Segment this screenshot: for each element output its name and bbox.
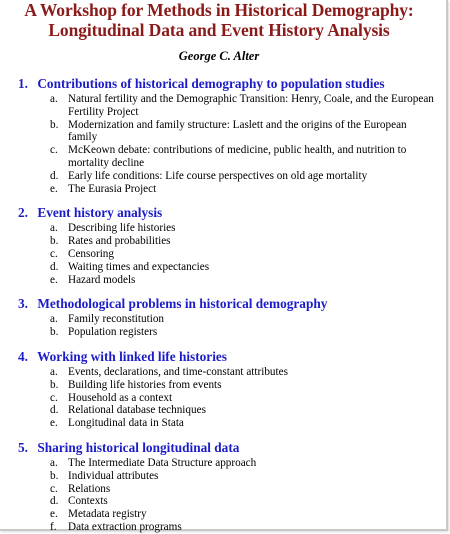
section-items bbox=[18, 366, 438, 430]
list-item bbox=[18, 379, 438, 392]
item-text: Building life histories from events bbox=[68, 378, 222, 391]
section-number: 1. bbox=[18, 76, 28, 91]
item-text: Population registers bbox=[68, 326, 158, 339]
item-letter: b. bbox=[50, 469, 59, 482]
section-1 bbox=[18, 76, 438, 195]
item-letter: e. bbox=[50, 508, 58, 521]
item-text: Household as a context bbox=[68, 391, 173, 404]
section-heading-text: Working with linked life histories bbox=[37, 348, 227, 364]
list-item bbox=[18, 417, 438, 430]
item-text: Modernization and family structure: Laslett and the origins of the European family bbox=[68, 118, 407, 144]
title-line-2: Longitudinal Data and Event History Analysis bbox=[48, 20, 390, 40]
section-heading bbox=[18, 349, 438, 365]
section-heading bbox=[18, 440, 438, 456]
section-heading-text: Contributions of historical demography to population studies bbox=[37, 76, 385, 91]
list-item bbox=[18, 170, 438, 183]
list-item bbox=[18, 248, 438, 261]
section-heading-text: Event history analysis bbox=[37, 205, 163, 221]
item-letter: a. bbox=[50, 456, 58, 469]
item-letter: f. bbox=[50, 520, 57, 533]
item-letter: d. bbox=[50, 495, 59, 508]
list-item bbox=[18, 274, 438, 287]
item-letter: b. bbox=[50, 326, 59, 339]
item-letter: c. bbox=[50, 144, 58, 157]
item-text: Data extraction programs bbox=[68, 520, 182, 533]
list-item bbox=[18, 495, 438, 508]
item-text: Family reconstitution bbox=[68, 313, 165, 326]
document-title bbox=[0, 0, 438, 40]
list-item bbox=[18, 93, 438, 119]
item-letter: e. bbox=[50, 273, 58, 286]
item-letter: c. bbox=[50, 391, 58, 404]
item-letter: b. bbox=[50, 378, 59, 391]
item-letter: a. bbox=[50, 93, 58, 105]
item-text: Individual attributes bbox=[68, 469, 159, 482]
item-text: Hazard models bbox=[68, 273, 136, 286]
item-letter: a. bbox=[50, 313, 58, 326]
item-text: McKeown debate: contributions of medicine, public health, and nutrition to mortality decline bbox=[68, 144, 407, 169]
item-text: Contexts bbox=[68, 495, 108, 508]
section-heading bbox=[18, 76, 438, 92]
list-item bbox=[18, 222, 438, 235]
item-text: Relations bbox=[68, 482, 111, 495]
item-text: Metadata registry bbox=[68, 508, 147, 521]
item-text: The Eurasia Project bbox=[68, 182, 157, 195]
item-text: Waiting times and expectancies bbox=[68, 260, 210, 273]
list-item bbox=[18, 183, 438, 196]
item-text: Early life conditions: Life course perspectives on old age mortality bbox=[68, 169, 368, 182]
author-name: George C. Alter bbox=[178, 49, 260, 63]
list-item bbox=[18, 521, 438, 534]
list-item bbox=[18, 392, 438, 405]
item-text: The Intermediate Data Structure approach bbox=[68, 456, 257, 469]
list-item bbox=[18, 235, 438, 248]
item-letter: a. bbox=[50, 365, 58, 378]
item-letter: e. bbox=[50, 417, 58, 430]
item-text: Longitudinal data in Stata bbox=[68, 417, 184, 430]
list-item bbox=[18, 313, 438, 326]
list-item bbox=[18, 483, 438, 496]
outline bbox=[0, 76, 438, 534]
section-5 bbox=[18, 440, 438, 534]
section-heading-text: Methodological problems in historical demography bbox=[37, 296, 328, 312]
item-letter: c. bbox=[50, 482, 58, 495]
list-item bbox=[18, 261, 438, 274]
item-text: Relational database techniques bbox=[68, 404, 206, 417]
item-letter: c. bbox=[50, 247, 58, 260]
section-heading bbox=[18, 205, 438, 221]
section-4 bbox=[18, 349, 438, 430]
list-item bbox=[18, 470, 438, 483]
list-item bbox=[18, 457, 438, 470]
section-heading-text: Sharing historical longitudinal data bbox=[37, 439, 240, 455]
item-text: Censoring bbox=[68, 247, 114, 260]
section-number: 5. bbox=[18, 439, 28, 455]
item-text: Events, declarations, and time-constant attributes bbox=[68, 365, 288, 378]
item-letter: a. bbox=[50, 222, 58, 235]
section-2 bbox=[18, 205, 438, 286]
section-items bbox=[18, 222, 438, 286]
list-item bbox=[18, 144, 438, 170]
item-letter: d. bbox=[50, 404, 59, 417]
section-3 bbox=[18, 296, 438, 339]
section-heading bbox=[18, 296, 438, 312]
list-item bbox=[18, 326, 438, 339]
list-item bbox=[18, 119, 438, 145]
section-number: 4. bbox=[18, 348, 28, 364]
item-letter: b. bbox=[50, 118, 59, 131]
item-letter: d. bbox=[50, 260, 59, 273]
item-letter: d. bbox=[50, 169, 59, 182]
section-items bbox=[18, 313, 438, 339]
section-number: 2. bbox=[18, 205, 28, 221]
item-letter: b. bbox=[50, 235, 59, 248]
list-item bbox=[18, 508, 438, 521]
list-item bbox=[18, 366, 438, 379]
item-text: Rates and probabilities bbox=[68, 235, 171, 248]
title-line-1: A Workshop for Methods in Historical Demography: bbox=[24, 0, 414, 20]
list-item bbox=[18, 404, 438, 417]
item-text: Describing life histories bbox=[68, 222, 176, 235]
item-text: Natural fertility and the Demographic Transition: Henry, Coale, and the European Fertility Project bbox=[68, 93, 434, 118]
section-items bbox=[18, 457, 438, 534]
section-items bbox=[18, 93, 438, 195]
item-letter: e. bbox=[50, 182, 58, 195]
section-number: 3. bbox=[18, 296, 28, 312]
